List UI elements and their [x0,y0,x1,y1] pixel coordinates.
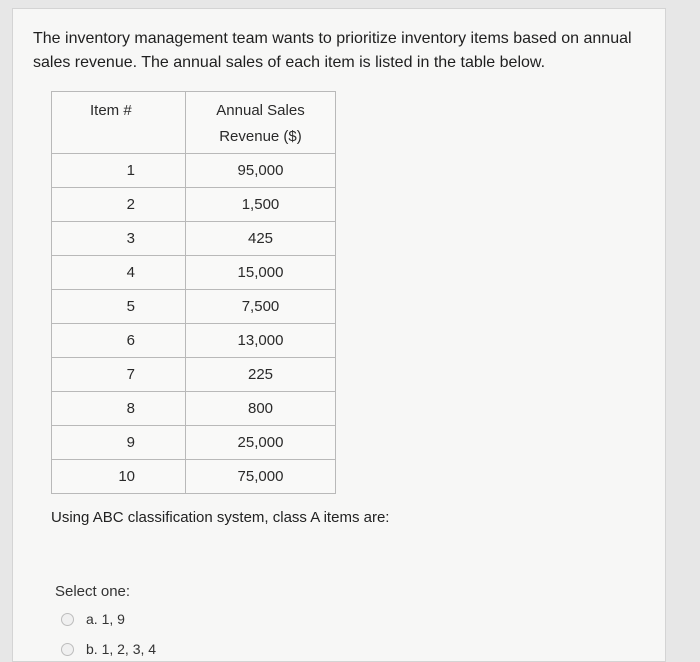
annual-sales: 13,000 [186,324,336,358]
annual-sales-header-line2: Revenue ($) [219,128,302,145]
sales-table [51,91,336,494]
item-number: 4 [52,256,186,290]
table-row [52,426,336,460]
option-a[interactable] [61,611,125,627]
item-number: 1 [52,154,186,188]
item-number: 5 [52,290,186,324]
annual-sales: 95,000 [186,154,336,188]
item-number: 8 [52,392,186,426]
table-row [52,324,336,358]
annual-sales: 425 [186,222,336,256]
annual-sales: 800 [186,392,336,426]
annual-sales: 7,500 [186,290,336,324]
table-row [52,222,336,256]
item-number: 9 [52,426,186,460]
annual-sales: 25,000 [186,426,336,460]
item-number: 3 [52,222,186,256]
table-row [52,460,336,494]
annual-sales-header-line1: Annual Sales [216,102,305,119]
question-card [12,8,666,662]
annual-sales: 15,000 [186,256,336,290]
table-row [52,188,336,222]
annual-sales: 75,000 [186,460,336,494]
annual-sales-header [186,92,336,154]
item-number-header: Item # [52,92,186,154]
item-number: 10 [52,460,186,494]
option-b-label: b. 1, 2, 3, 4 [86,641,157,657]
annual-sales: 1,500 [186,188,336,222]
table-header-row [52,92,336,154]
question-prompt: Using ABC classification system, class A items are: [51,509,390,526]
annual-sales: 225 [186,358,336,392]
select-one-label: Select one: [55,583,131,600]
table-row [52,392,336,426]
radio-option-a[interactable] [61,613,74,626]
question-intro: The inventory management team wants to prioritize inventory items based on annual sales revenue. The annual sales of each item is listed in the table below. [33,30,632,71]
item-number: 6 [52,324,186,358]
table-row [52,290,336,324]
option-a-label: a. 1, 9 [86,611,125,627]
table-row [52,154,336,188]
table-row [52,358,336,392]
item-number: 2 [52,188,186,222]
item-number: 7 [52,358,186,392]
table-row [52,256,336,290]
radio-option-b[interactable] [61,643,74,656]
option-b[interactable] [61,641,156,657]
